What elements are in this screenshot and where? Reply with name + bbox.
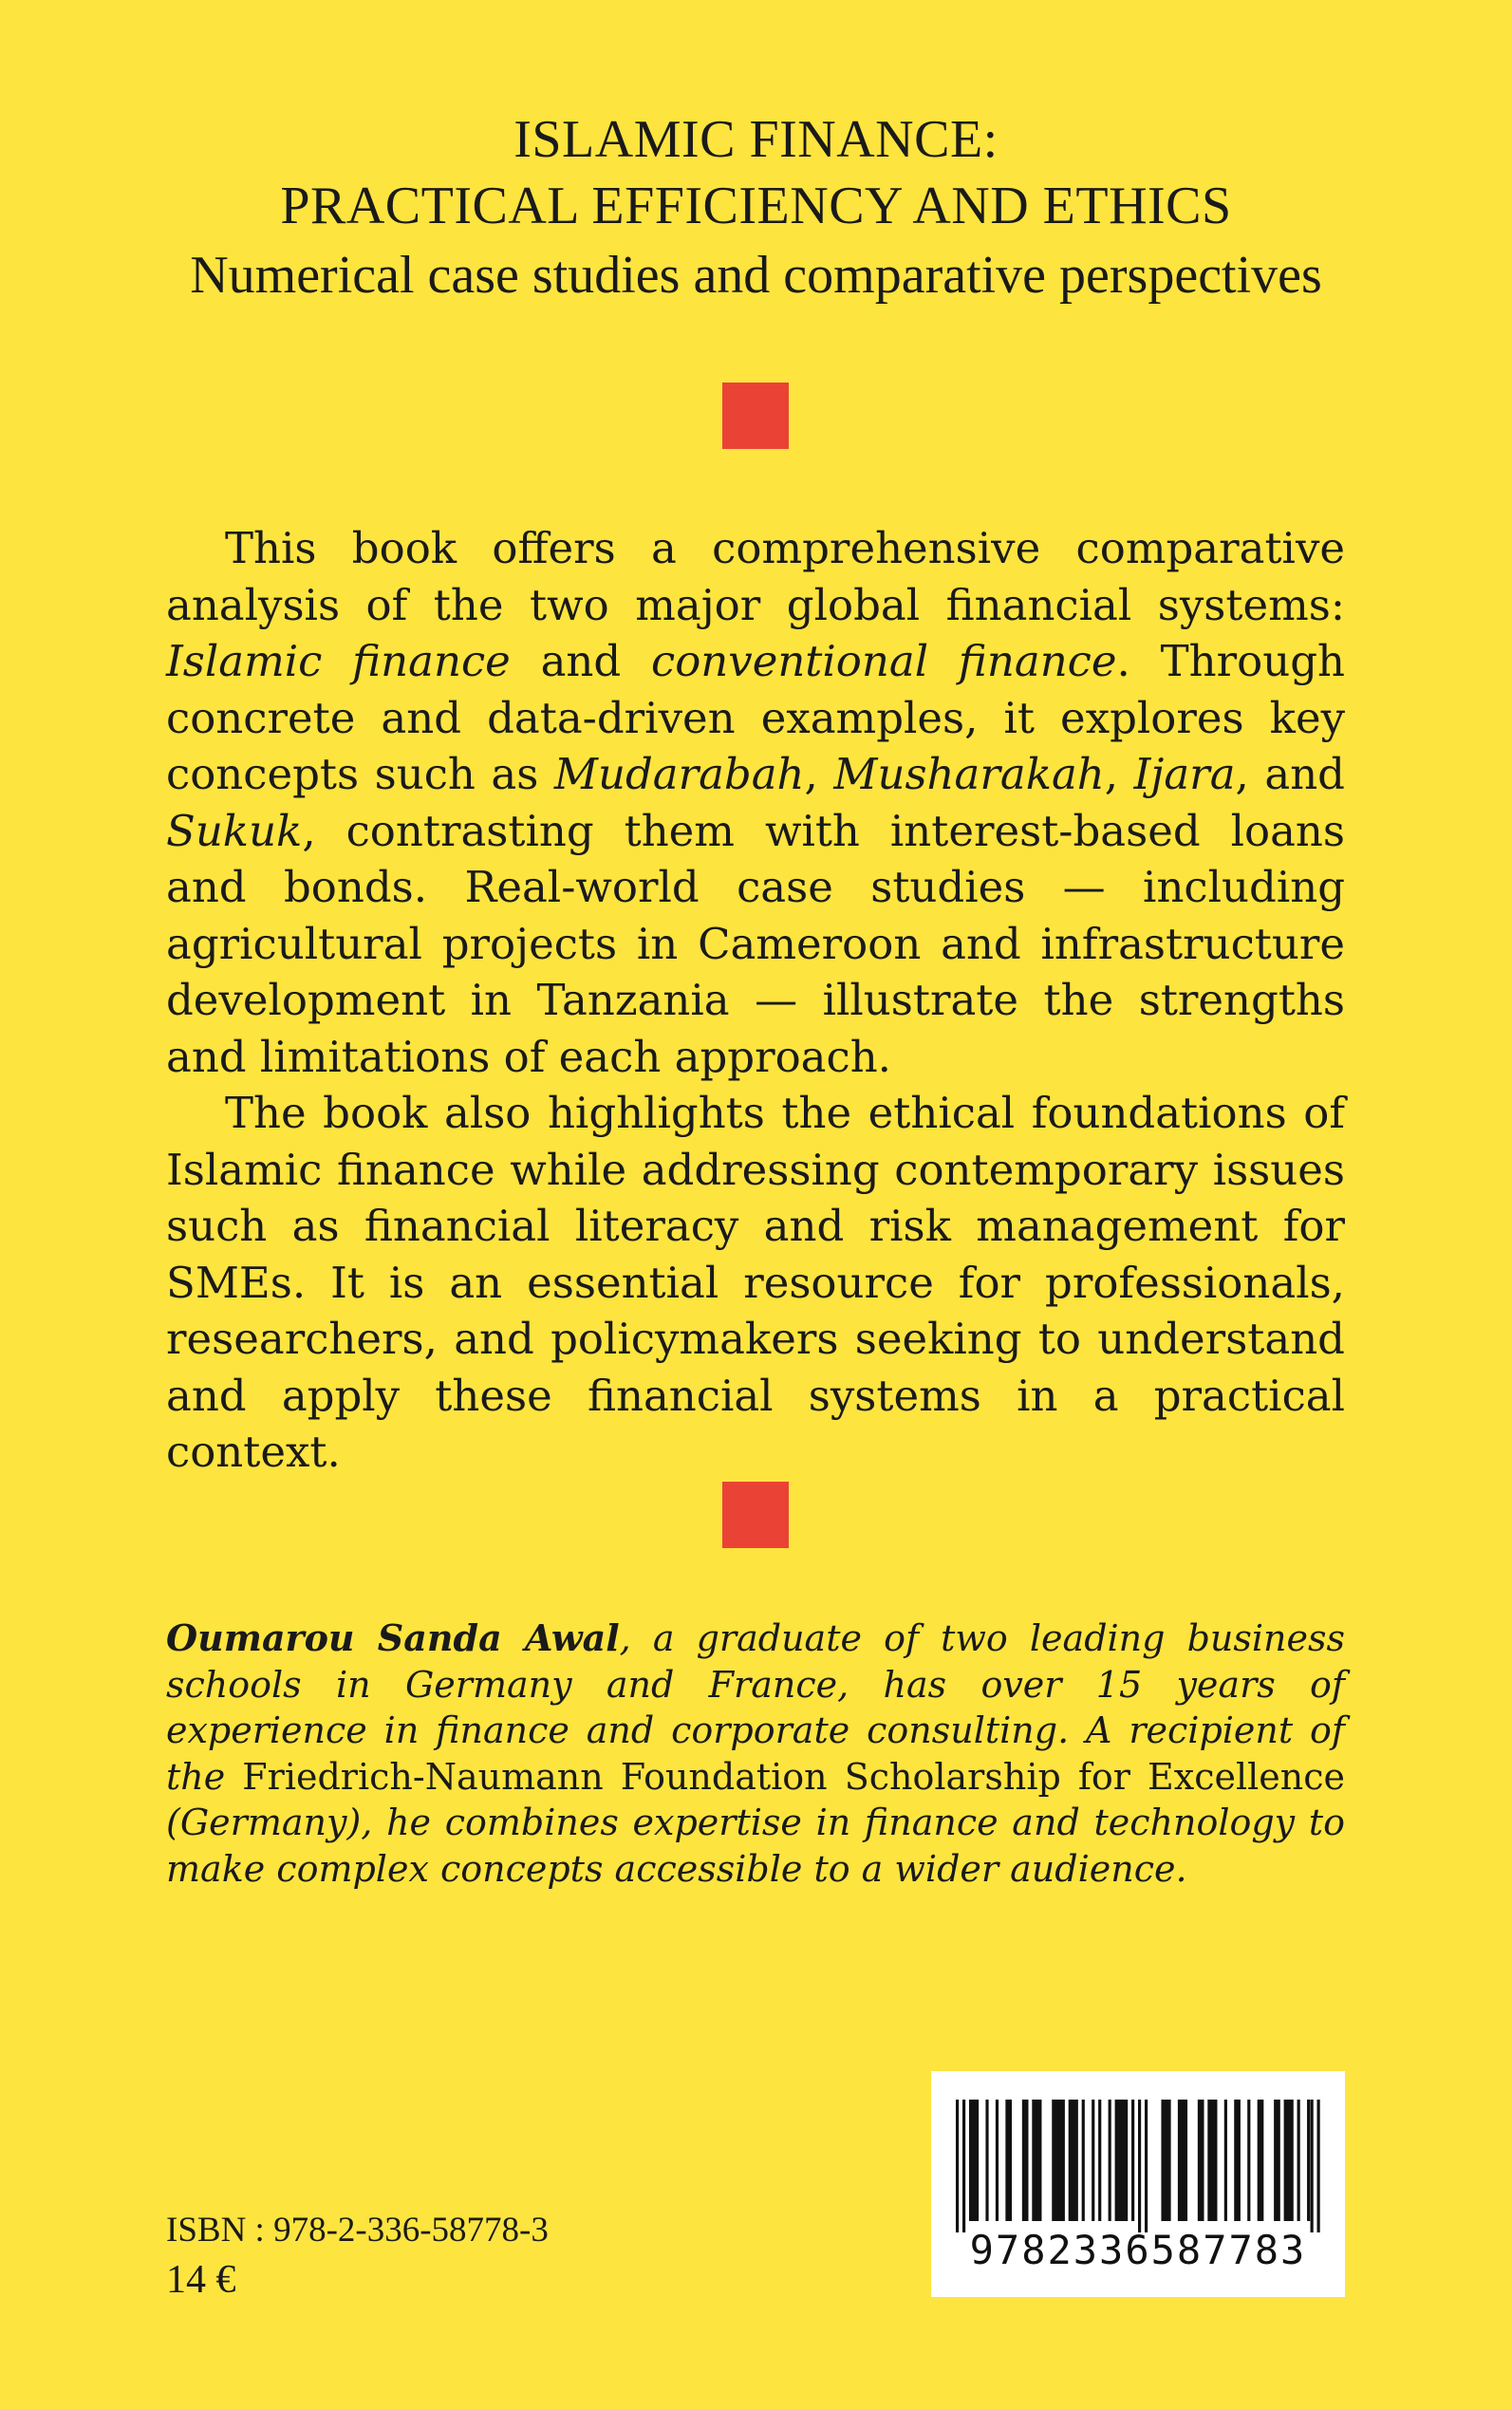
description-text: This book offers a comprehensive comparative analysis of the two major global financial systems: xyxy=(166,523,1345,630)
author-name: Oumarou Sanda Awal xyxy=(166,1616,620,1659)
scholarship-name: Friedrich-Naumann Foundation Scholarship for Excellence xyxy=(242,1755,1346,1798)
barcode-bar xyxy=(956,2100,959,2232)
book-description xyxy=(166,520,1345,1481)
description-paragraph-1 xyxy=(166,520,1345,1085)
barcode-bar xyxy=(1234,2100,1241,2221)
barcode-bar xyxy=(1198,2100,1204,2221)
barcode-bar xyxy=(1307,2100,1310,2221)
barcode-bar xyxy=(1224,2100,1227,2221)
book-title-line-2: PRACTICAL EFFICIENCY AND ETHICS xyxy=(280,177,1232,235)
barcode-bar xyxy=(985,2100,988,2221)
description-text: , xyxy=(1104,749,1134,799)
author-bio xyxy=(166,1615,1345,1892)
barcode-bar xyxy=(1032,2100,1041,2221)
description-text: . Through concrete and data-driven examples, it explores key concepts such as xyxy=(166,636,1345,799)
barcode-bar xyxy=(1138,2100,1141,2232)
barcode-bar xyxy=(1207,2100,1217,2221)
italic-term: Islamic finance xyxy=(166,636,511,686)
barcode-bar xyxy=(1297,2100,1300,2221)
description-text: , and xyxy=(1235,749,1345,799)
barcode-bar xyxy=(1082,2100,1085,2221)
book-subtitle: Numerical case studies and comparative perspectives xyxy=(190,246,1322,305)
barcode-bar xyxy=(996,2100,999,2221)
italic-term: Ijara xyxy=(1133,749,1236,799)
barcode-bar xyxy=(1274,2100,1280,2221)
italic-term: Sukuk xyxy=(166,805,303,856)
barcode-bar xyxy=(1178,2100,1187,2221)
barcode-bar xyxy=(962,2100,965,2232)
barcode-bar xyxy=(1005,2100,1012,2221)
bio-text-1: , a graduate of two leading business schools in Germany and France, has over 15 years of experience in finance and corporate consulting. A recipient of the xyxy=(166,1617,1345,1798)
barcode-digits: 9782336587783 xyxy=(969,2227,1307,2273)
book-title-line-1: ISLAMIC FINANCE: xyxy=(513,110,999,169)
barcode-bar xyxy=(1161,2100,1170,2221)
italic-term: Musharakah xyxy=(833,749,1105,799)
italic-term: conventional finance xyxy=(651,636,1117,686)
barcode-box xyxy=(931,2071,1345,2297)
barcode-bar xyxy=(1258,2100,1264,2221)
barcode-bar xyxy=(1052,2100,1065,2221)
barcode-icon xyxy=(956,2100,1320,2232)
description-text: , contrasting them with interest-based loans and bonds. Real-world case studies — including agricultural projects in Cameroon and infrastructure development in Tanzania — illustrate the strengths and limitations of each approach. xyxy=(166,805,1345,1082)
barcode-bar xyxy=(1131,2100,1134,2221)
barcode-bar xyxy=(969,2100,979,2221)
description-text: and xyxy=(510,636,651,686)
barcode-bar xyxy=(1145,2100,1148,2232)
price: 14 € xyxy=(166,2258,236,2302)
barcode-bar xyxy=(1092,2100,1094,2221)
barcode-bar xyxy=(1284,2100,1294,2221)
bio-text-2: (Germany), he combines expertise in finance and technology to make complex concepts accessible to a wider audience. xyxy=(166,1802,1345,1890)
barcode-bar xyxy=(1069,2100,1078,2221)
description-text: , xyxy=(804,749,834,799)
title-block xyxy=(0,106,1512,309)
barcode-bar xyxy=(1115,2100,1129,2221)
description-paragraph-2: The book also highlights the ethical foundations of Islamic finance while addressing contemporary issues such as financial literacy and risk management for SMEs. It is an essential resource for professionals, researchers, and policymakers seeking to understand and apply these financial systems in a practical context. xyxy=(166,1088,1345,1477)
barcode-bar xyxy=(1109,2100,1111,2221)
italic-term: Mudarabah xyxy=(553,749,805,799)
barcode-bar xyxy=(1311,2100,1314,2232)
barcode-bar xyxy=(1098,2100,1101,2221)
barcode-bar xyxy=(1247,2100,1250,2221)
red-square-divider-top xyxy=(722,383,789,449)
barcode-bar xyxy=(1022,2100,1029,2221)
isbn: ISBN : 978-2-336-58778-3 xyxy=(166,2211,549,2250)
red-square-divider-bottom xyxy=(722,1482,789,1548)
barcode-bar xyxy=(1317,2100,1320,2232)
